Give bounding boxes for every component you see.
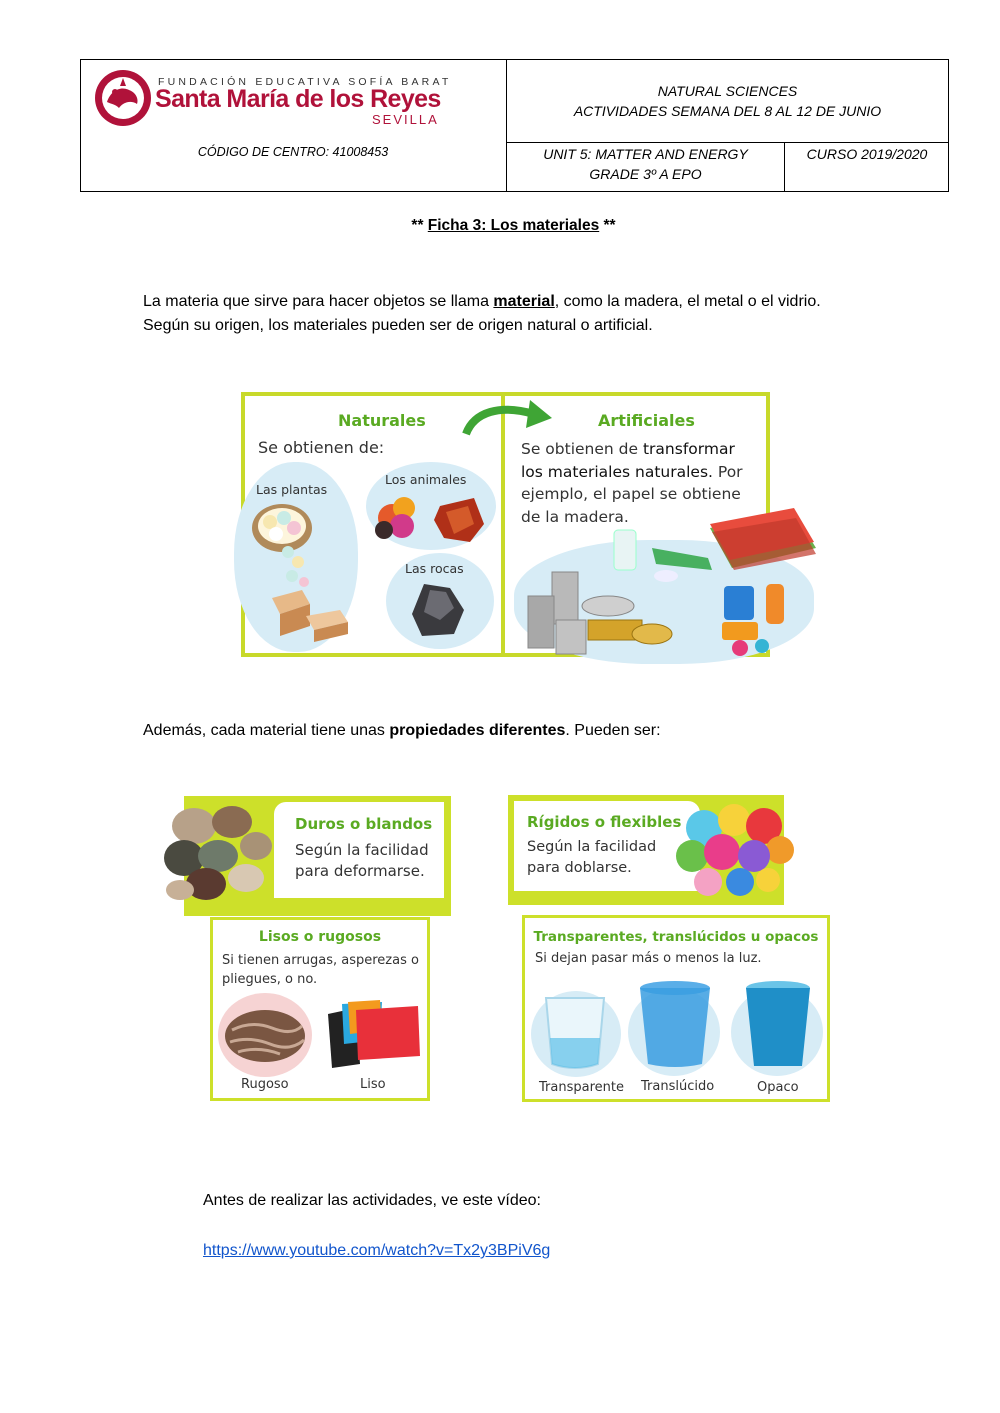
cotton-image-icon — [248, 500, 316, 590]
stones-image-icon — [160, 800, 274, 904]
rigidos-title: Rígidos o flexibles — [527, 813, 682, 831]
school-foundation: FUNDACIÓN EDUCATIVA SOFÍA BARAT — [158, 76, 452, 88]
opaque-label: Opaco — [757, 1080, 799, 1095]
video-intro: Antes de realizar las actividades, ve este vídeo: — [203, 1192, 541, 1209]
wood-blocks-icon — [266, 586, 350, 642]
title-suffix: ** — [599, 217, 616, 234]
artificiales-description: Se obtienen de transformar los materiales naturales. Por ejemplo, el papel se obtiene de la madera. — [521, 440, 743, 526]
pompoms-image-icon — [668, 798, 800, 902]
rough-bark-icon — [222, 1006, 308, 1066]
page-title — [0, 217, 1000, 235]
intro-paragraph-2: Según su origen, los materiales pueden ser de origen natural o artificial. — [143, 317, 653, 334]
animals-label: Los animales — [385, 472, 467, 487]
translucent-label: Translúcido — [641, 1079, 715, 1094]
school-city: SEVILLA — [372, 112, 439, 127]
title-prefix: ** — [411, 217, 428, 234]
grade-label: GRADE 3º A EPO — [589, 166, 702, 182]
week-label: ACTIVIDADES SEMANA DEL 8 AL 12 DE JUNIO — [573, 103, 882, 119]
unit-label: UNIT 5: MATTER AND ENERGY — [543, 146, 748, 162]
video-link[interactable]: https://www.youtube.com/watch?v=Tx2y3BPiV6g — [203, 1242, 551, 1259]
translucent-glass-icon — [638, 980, 712, 1070]
opaque-cup-icon — [744, 980, 812, 1070]
properties-term: propiedades diferentes — [389, 722, 566, 739]
intro-paragraph-1: La materia que sirve para hacer objetos se llama material, como la madera, el metal o el vidrio. — [143, 293, 821, 310]
transparent-glass-icon — [540, 992, 610, 1072]
transparentes-title: Transparentes, translúcidos u opacos — [533, 929, 819, 945]
course-label: CURSO 2019/2020 — [806, 146, 928, 162]
title-text: Ficha 3: Los materiales — [427, 217, 600, 234]
plastic-objects-icon — [716, 576, 790, 658]
rough-label: Rugoso — [241, 1077, 289, 1092]
school-logo-icon — [93, 68, 153, 128]
subject-label: NATURAL SCIENCES — [657, 83, 798, 99]
smooth-paper-icon — [326, 1000, 422, 1070]
rocks-label: Las rocas — [405, 561, 464, 576]
properties-intro: Además, cada material tiene unas propiedades diferentes. Pueden ser: — [143, 722, 661, 739]
duros-description: Según la facilidad para deformarse. — [295, 841, 429, 880]
naturales-title: Naturales — [338, 411, 426, 430]
transparent-label: Transparente — [539, 1080, 624, 1095]
material-term: material — [493, 293, 555, 310]
artificiales-title: Artificiales — [598, 411, 695, 430]
wool-and-leather-icon — [374, 494, 490, 546]
rock-image-icon — [410, 580, 466, 638]
duros-title: Duros o blandos — [295, 815, 433, 833]
plants-label: Las plantas — [256, 482, 328, 497]
smooth-label: Liso — [360, 1077, 386, 1092]
transform-arrow-icon — [460, 398, 554, 438]
lisos-title: Lisos o rugosos — [258, 929, 382, 945]
naturales-subtitle: Se obtienen de: — [258, 438, 385, 457]
rigidos-description: Según la facilidad para doblarse. — [527, 839, 657, 876]
header-divider — [506, 142, 948, 143]
school-name: Santa María de los Reyes — [155, 85, 441, 113]
school-code: CÓDIGO DE CENTRO: 41008453 — [197, 145, 389, 159]
glass-objects-icon — [596, 520, 716, 586]
lisos-description: Si tienen arrugas, asperezas o pliegues, o no. — [222, 953, 419, 987]
transparentes-description: Si dejan pasar más o menos la luz. — [535, 951, 762, 966]
paper-stack-icon — [706, 508, 818, 574]
